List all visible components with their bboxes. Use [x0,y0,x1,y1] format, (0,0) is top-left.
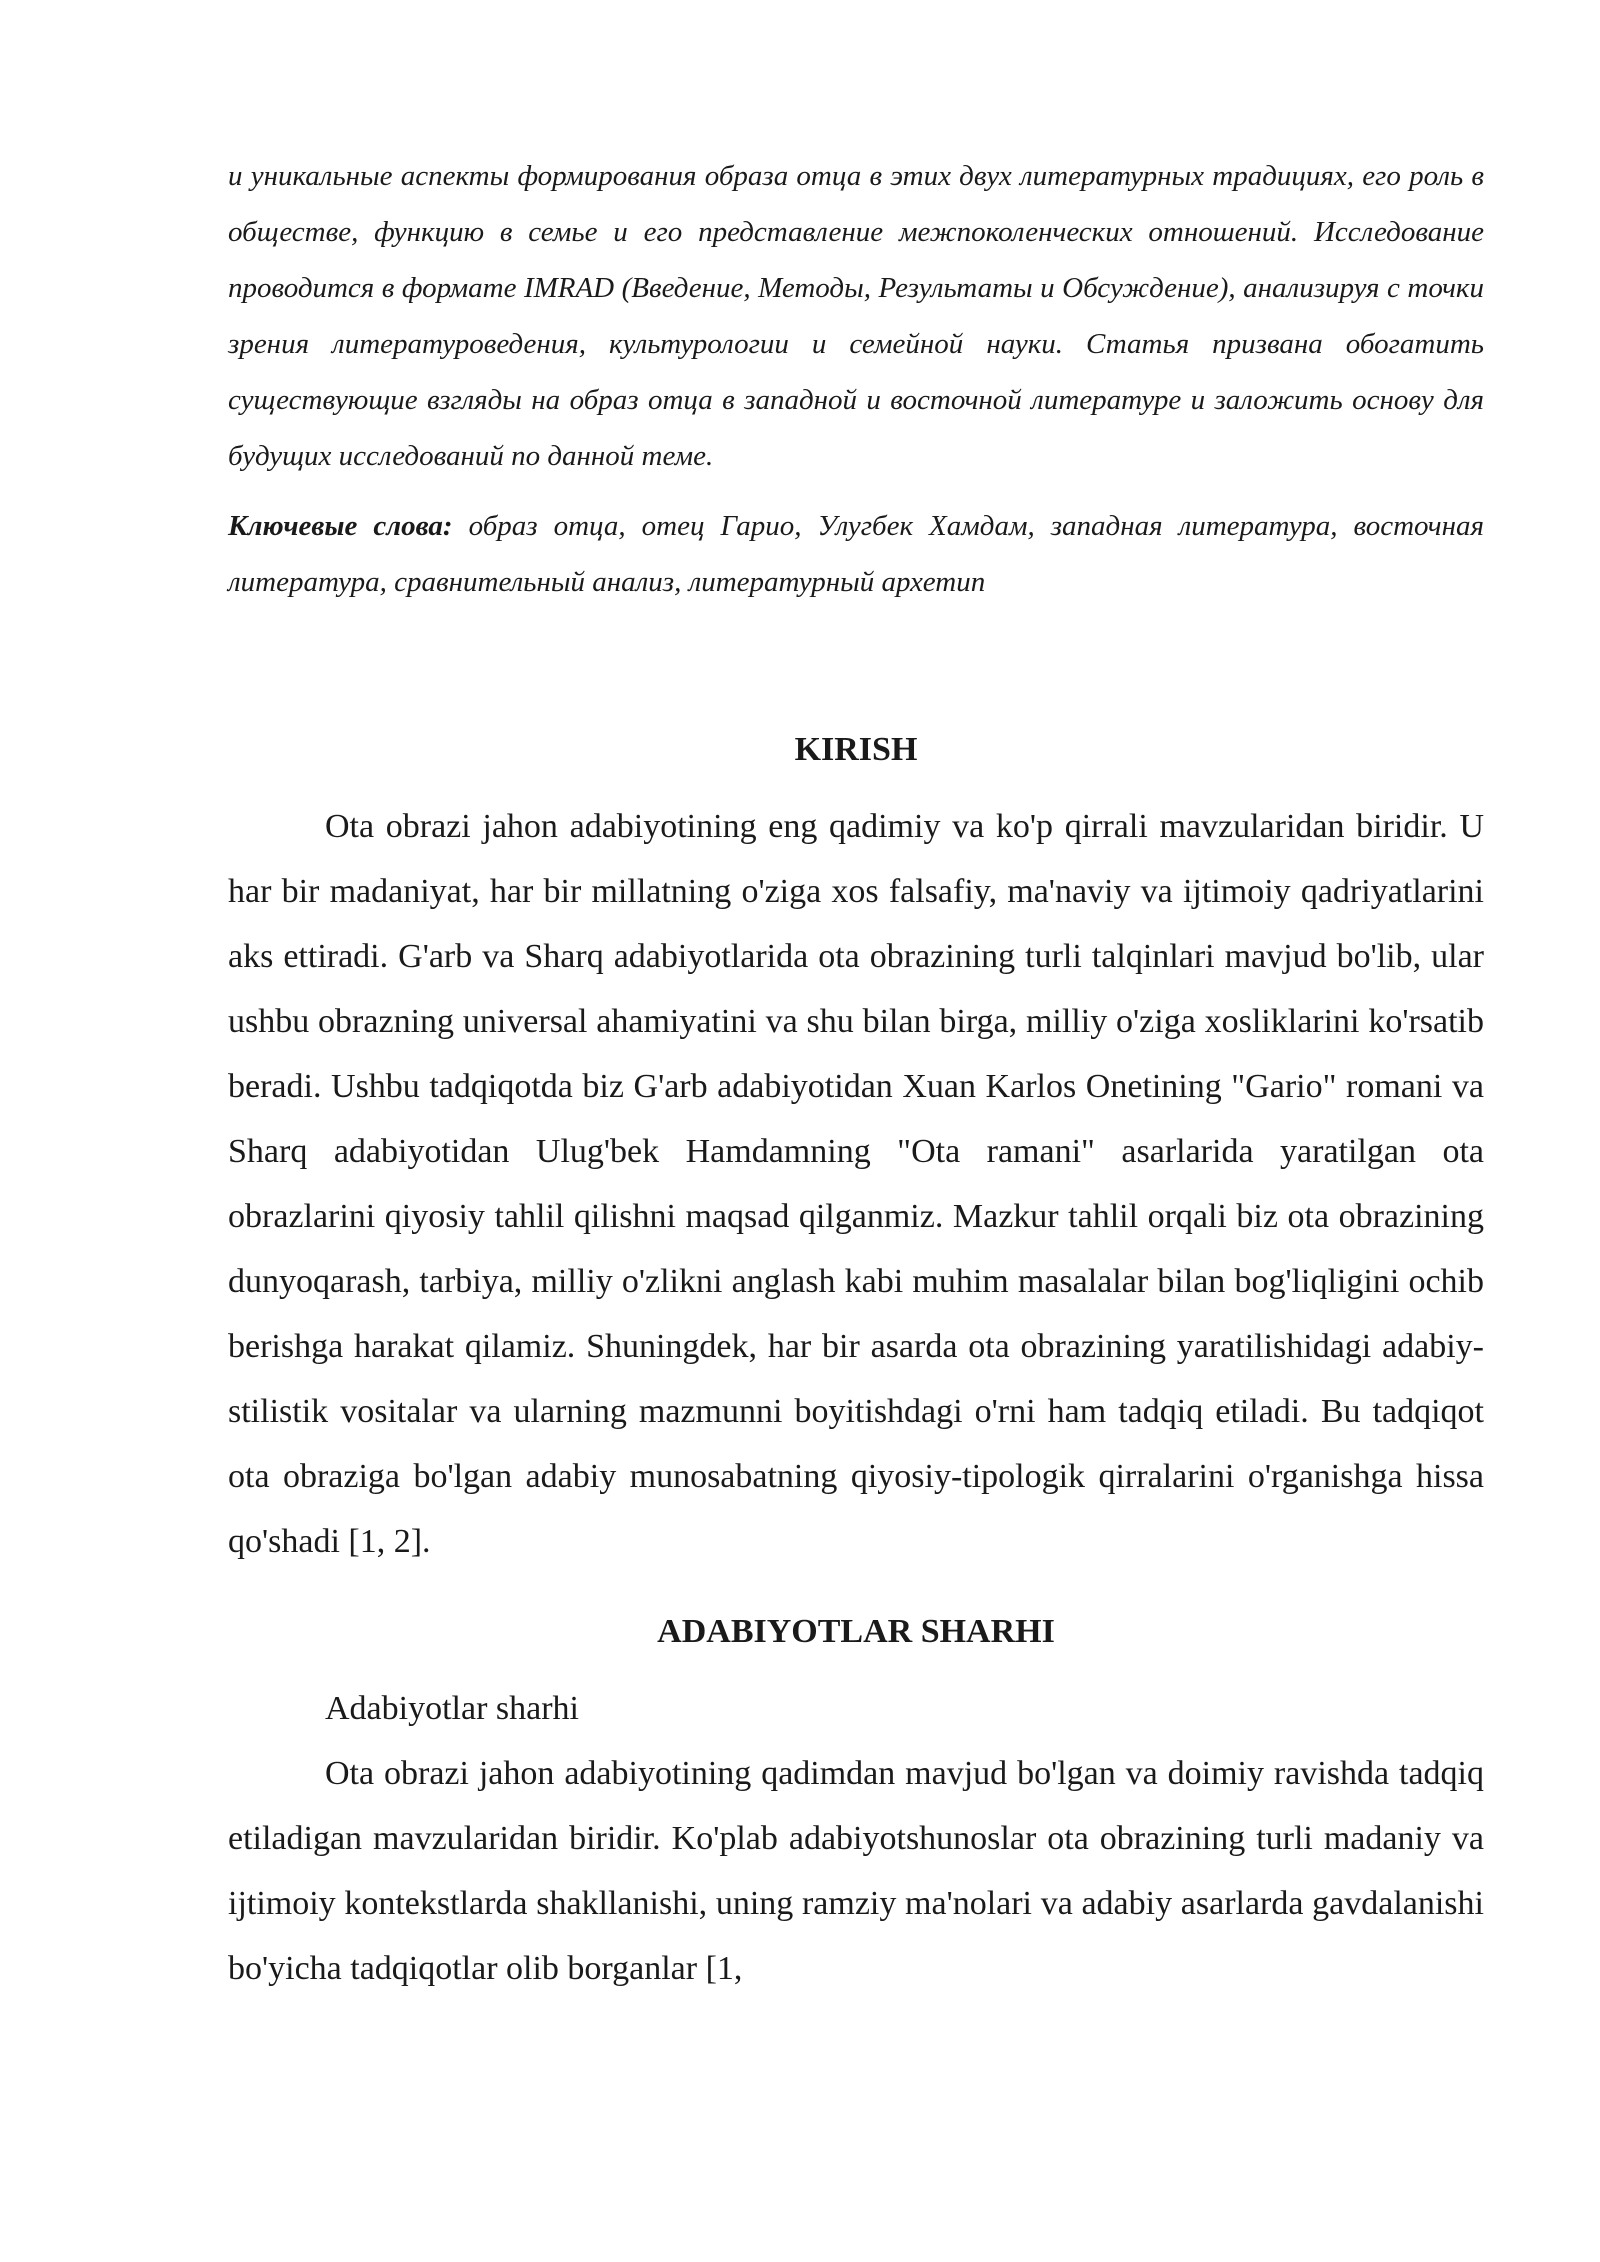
kirish-paragraph: Ota obrazi jahon adabiyotining eng qadimiy va ko'p qirrali mavzularidan biridir. U har bir madaniyat, har bir millatning o'ziga xos falsafiy, ma'naviy va ijtimoiy qadriyatlarini aks ettiradi. G'arb va Sharq adabiyotlarida ota obrazining turli talqinlari mavjud bo'lib, ular ushbu obrazning universal ahamiyatini va shu bilan birga, milliy o'ziga xosliklarini ko'rsatib beradi. Ushbu tadqiqotda biz G'arb adabiyotidan Xuan Karlos Onetining "Gario" romani va Sharq adabiyotidan Ulug'bek Hamdamning "Ota ramani" asarlarida yaratilgan ota obrazlarini qiyosiy tahlil qilishni maqsad qilganmiz. Mazkur tahlil orqali biz ota obrazining dunyoqarash, tarbiya, milliy o'zlikni anglash kabi muhim masalalar bilan bog'liqligini ochib berishga harakat qilamiz. Shuningdek, har bir asarda ota obrazining yaratilishidagi adabiy-stilistik vositalar va ularning mazmunni boyitishdagi o'rni ham tadqiq etiladi. Bu tadqiqot ota obraziga bo'lgan adabiy munosabatning qiyosiy-tipologik qirralarini o'rganishga hissa qo'shadi [1, 2]. [228,808,1484,1560]
abstract-text: и уникальные аспекты формирования образа отца в этих двух литературных традициях, его роль в обществе, функцию в семье и его представление межпоколенческих отношений. Исследование проводится в формате IMRAD (Введение, Методы, Результаты и Обсуждение), анализируя с точки зрения литературоведения, культурологии и семейной науки. Статья призвана обогатить существующие взгляды на образ отца в западной и восточной литературе и заложить основу для будущих исследований по данной теме. [228,160,1484,472]
section-heading-adabiyotlar-sharhi: ADABIYOTLAR SHARHI [657,1613,1055,1650]
section-heading-kirish: KIRISH [794,731,918,768]
document-page [228,148,1484,2001]
keywords [228,498,1484,610]
subsection-heading: Adabiyotlar sharhi [325,1690,579,1727]
keywords-label: Ключевые слова: [228,510,453,542]
keywords-text: образ отца, отец Гарио, Улугбек Хамдам, западная литература, восточная литература, сравнительный анализ, литературный архетип [228,510,1484,598]
adabiyotlar-paragraph: Ota obrazi jahon adabiyotining qadimdan mavjud bo'lgan va doimiy ravishda tadqiq etiladigan mavzularidan biridir. Ko'plab adabiyotshunoslar ota obrazining turli madaniy va ijtimoiy kontekstlarda shakllanishi, uning ramziy ma'nolari va adabiy asarlarda gavdalanishi bo'yicha tadqiqotlar olib borganlar [1, [228,1755,1484,1987]
